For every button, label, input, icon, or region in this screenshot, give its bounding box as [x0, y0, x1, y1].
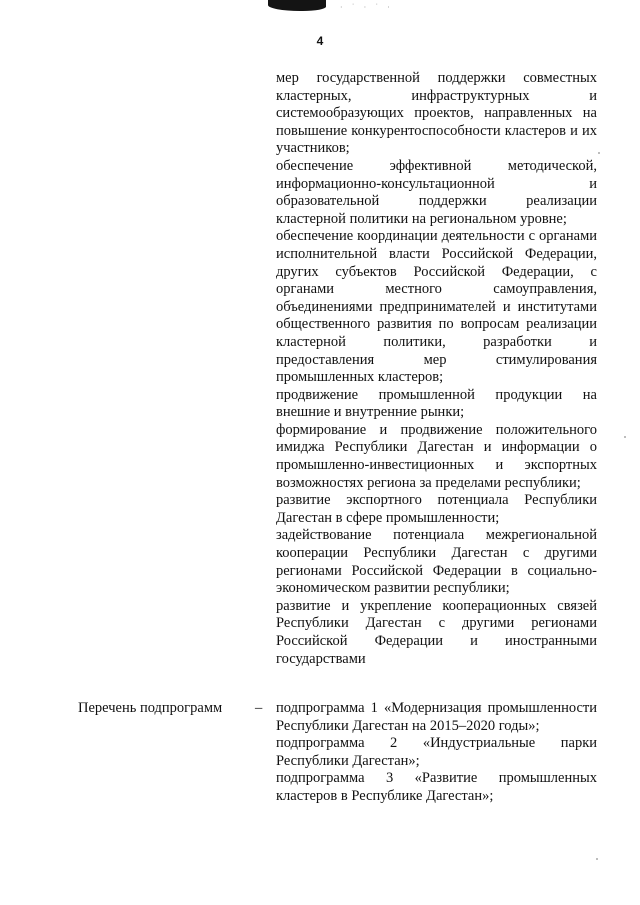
- goals-item: обеспечение эффективной методической, информационно-консультационной и образовательной поддержки реализации кластерной политики на региональном уровне;: [276, 157, 597, 227]
- goals-item: продвижение промышленной продукции на внешние и внутренние рынки;: [276, 386, 597, 421]
- scan-speck: [598, 152, 600, 154]
- scan-speck: [624, 436, 626, 438]
- page-number: 4: [316, 34, 324, 48]
- scan-speck: [596, 858, 598, 860]
- scan-artifact-mark: [268, 0, 326, 11]
- goals-list: [276, 70, 597, 668]
- goals-item: задействование потенциала межрегиональной кооперации Республики Дагестан с другими регионами Российской Федерации в социально-экономическом развитии республики;: [276, 527, 597, 597]
- goals-item: обеспечение координации деятельности с органами исполнительной власти Российской Федерации, других субъектов Российской Федерации, с органами местного самоуправления, объединениями предпринимателей и институтами общественного развития по вопросам реализации кластерной политики, разработки и предоставления мер стимулирования промышленных кластеров;: [276, 228, 597, 386]
- goals-item: развитие экспортного потенциала Республики Дагестан в сфере промышленности;: [276, 492, 597, 526]
- goals-item: развитие и укрепление кооперационных связей Республики Дагестан с другими регионами Российской Федерации и иностранными государствами: [276, 597, 597, 667]
- scan-artifact-dots: · ˙ · ˙ ·: [340, 3, 393, 12]
- subprogram-item: подпрограмма 1 «Модернизация промышленности Республики Дагестан на 2015–2020 годы»;: [276, 700, 597, 734]
- goals-item: формирование и продвижение положительного имиджа Республики Дагестан и информации о промышленно-инвестиционных и экспортных возможностях региона за пределами республики;: [276, 421, 597, 491]
- subprogram-item: подпрограмма 3 «Развитие промышленных кластеров в Республике Дагестан»;: [276, 770, 597, 804]
- subprogram-item: подпрограмма 2 «Индустриальные парки Республики Дагестан»;: [276, 735, 597, 769]
- goals-item: мер государственной поддержки совместных кластерных, инфраструктурных и системообразующих проектов, направленных на повышение конкурентоспособности кластеров и их участников;: [276, 70, 597, 157]
- subprograms-list: [276, 700, 597, 806]
- subprograms-dash: –: [255, 700, 263, 716]
- subprograms-label: Перечень подпрограмм: [78, 700, 223, 716]
